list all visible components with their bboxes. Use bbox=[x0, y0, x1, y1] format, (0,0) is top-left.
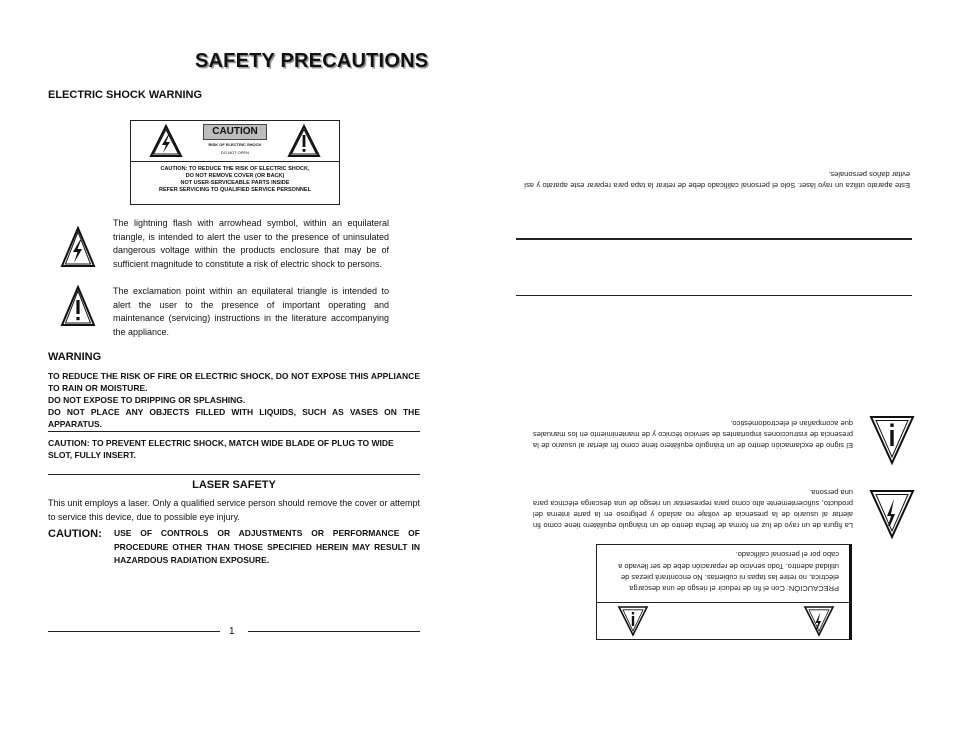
divider bbox=[516, 238, 912, 240]
warning-heading: WARNING bbox=[48, 351, 102, 363]
spanish-caution-box bbox=[596, 544, 852, 640]
laser-caution-label: CAUTION: bbox=[48, 528, 102, 540]
caution-box-line: NOT USER-SERVICEABLE PARTS INSIDE bbox=[180, 180, 290, 186]
caution-label-box bbox=[130, 120, 340, 205]
plug-caution: CAUTION: TO PREVENT ELECTRIC SHOCK, MATCH WIDE BLADE OF PLUG TO WIDE SLOT, FULLY INSERT. bbox=[48, 438, 394, 460]
laser-caution-text: USE OF CONTROLS OR ADJUSTMENTS OR PERFORMANCE OF PROCEDURE OTHER THAN THOSE SPECIFIED HEREIN MAY RESULT IN HAZARDOUS RADIATION EXPOSURE. bbox=[114, 528, 420, 565]
inverted-lightning-icon bbox=[868, 488, 916, 540]
spanish-caution-text: PRECAUCIÓN: Con el fin de reducir el riesgo de una descarga eléctrica, no retire las tapas ni cubiertas. No encontrará piezas de utilidad adentro. Todo servicio de reparación debe de ser llevado a cabo por el personal calificado. bbox=[618, 550, 839, 593]
electric-shock-heading: ELECTRIC SHOCK WARNING bbox=[48, 89, 202, 101]
warning-line: DO NOT EXPOSE TO DRIPPING OR SPLASHING. bbox=[48, 395, 246, 405]
caution-label: CAUTION bbox=[203, 124, 267, 140]
warning-line: TO REDUCE THE RISK OF FIRE OR ELECTRIC SHOCK, DO NOT EXPOSE THIS APPLIANCE TO RAIN OR MOISTURE. bbox=[48, 371, 420, 393]
risk-shock-text: RISK OF ELECTRIC SHOCK bbox=[208, 142, 262, 147]
caution-box-line: REFER SERVICING TO QUALIFIED SERVICE PERSONNEL bbox=[159, 187, 311, 193]
laser-description: This unit employs a laser. Only a qualified service person should remove the cover or attempt to service this device, due to possible eye injury. bbox=[48, 498, 420, 522]
inverted-lightning-icon bbox=[803, 605, 835, 637]
warning-line: DO NOT PLACE ANY OBJECTS FILLED WITH LIQUIDS, SUCH AS VASES ON THE APPARATUS. bbox=[48, 407, 420, 429]
exclamation-description: The exclamation point within an equilateral triangle is intended to alert the user to the presence of important operating and maintenance (servicing) instructions in the literature accompanying the appliance. bbox=[113, 286, 389, 338]
laser-safety-heading: LASER SAFETY bbox=[192, 479, 276, 491]
warning-text bbox=[48, 370, 420, 430]
exclamation-symbol-icon bbox=[60, 285, 96, 327]
lightning-warning-icon bbox=[149, 124, 183, 158]
footer-rule-left bbox=[48, 631, 220, 632]
spanish-lightning-text: La figura de un rayo de luz en forma de flecha dentro de un triángulo equilátero tiene como fin alertar al usuario de la presencia de voltaje no aislado y peligroso en la parte interna del producto, suficientemente alto como para representar un riesgo de una descarga eléctrica para una persona. bbox=[533, 488, 853, 530]
do-not-open-text: DO NOT OPEN bbox=[221, 150, 249, 155]
page-number: 1 bbox=[229, 626, 235, 637]
caution-box-line: DO NOT REMOVE COVER (OR BACK) bbox=[185, 173, 285, 179]
lightning-description: The lightning flash with arrowhead symbol, within an equilateral triangle, is intended to alert the user to the presence of uninsulated dangerous voltage within the products enclosure that may be of sufficient magnitude to constitute a risk of electric shock to persons. bbox=[113, 218, 389, 270]
page-title: SAFETY PRECAUTIONS bbox=[195, 50, 429, 72]
divider bbox=[48, 474, 420, 475]
inverted-exclamation-icon bbox=[868, 414, 916, 466]
footer-rule-right bbox=[248, 631, 420, 632]
spanish-laser-text: Este aparato utiliza un rayo láser. Solo el personal calificado debe de retirar la tapa para reparar este aparato y así evitar daños personales. bbox=[524, 170, 910, 190]
divider bbox=[48, 431, 420, 432]
caution-box-text bbox=[133, 166, 337, 194]
caution-box-divider bbox=[597, 602, 849, 603]
caution-box-divider bbox=[131, 161, 339, 162]
divider bbox=[516, 295, 912, 296]
lightning-symbol-icon bbox=[60, 226, 96, 268]
inverted-exclamation-icon bbox=[617, 605, 649, 637]
spanish-exclamation-text: El signo de exclamación dentro de un triángulo equilátero tiene como fin alertar al usuario de la presencia de instrucciones importantes de servicio técnico y de mantenimiento en los manuales que acompañan el electrodoméstico. bbox=[533, 419, 853, 450]
caution-box-line: CAUTION: TO REDUCE THE RISK OF ELECTRIC SHOCK, bbox=[160, 166, 310, 172]
exclamation-warning-icon bbox=[287, 124, 321, 158]
